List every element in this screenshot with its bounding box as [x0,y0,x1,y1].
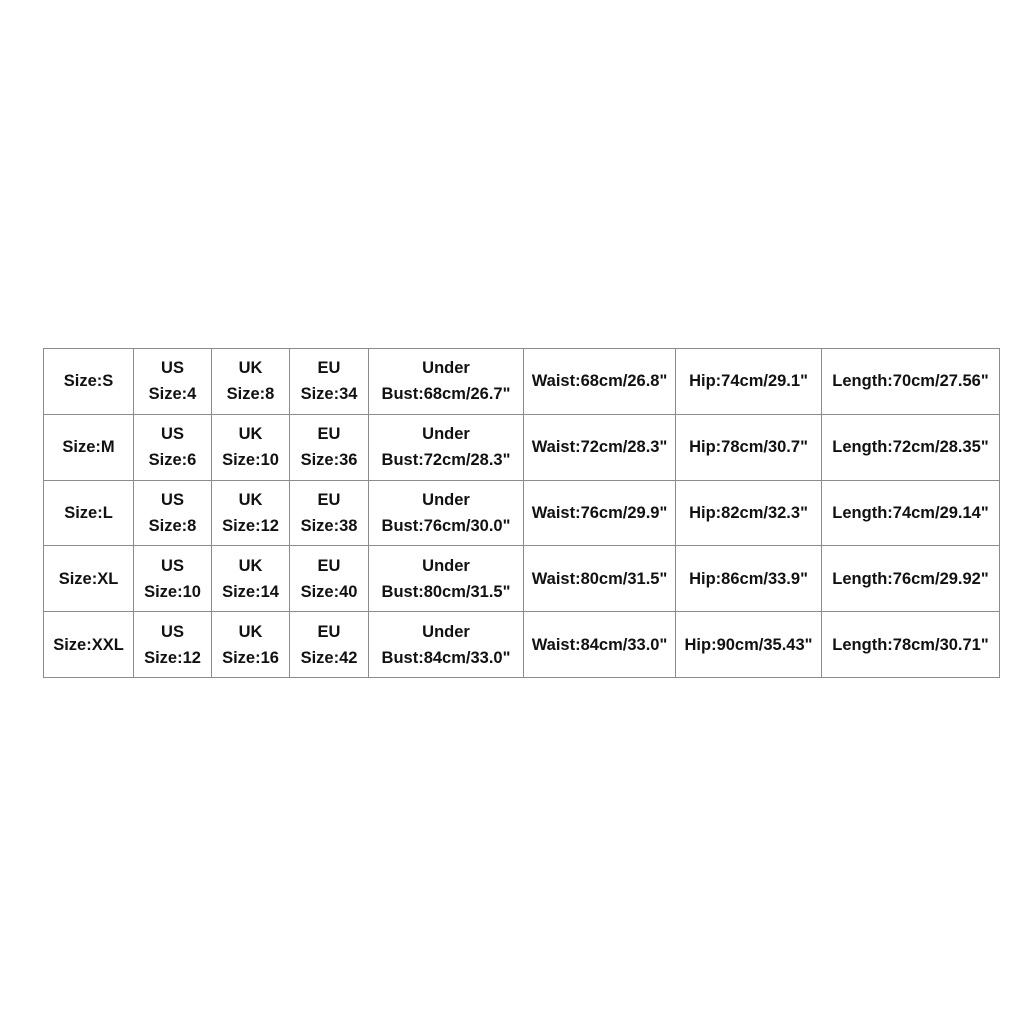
us-label: US [161,556,184,575]
us-label: US [161,425,184,444]
bust-value: Bust:80cm/31.5" [381,582,511,601]
bust-label: Under [422,425,470,444]
size-value: Size:XXL [53,635,124,654]
size-value: Size:L [64,503,113,522]
uk-cell [212,612,290,678]
size-value: Size:XL [58,569,119,588]
bust-value: Bust:68cm/26.7" [381,385,511,404]
uk-label: UK [238,425,263,444]
us-cell [134,480,212,546]
hip-value: Hip:90cm/35.43" [684,635,813,654]
hip-cell [676,349,822,415]
waist-value: Waist:84cm/33.0" [531,635,668,654]
hip-value: Hip:78cm/30.7" [689,438,808,457]
us-cell [134,612,212,678]
size-cell [44,349,134,415]
us-label: US [161,622,184,641]
uk-cell [212,349,290,415]
bust-cell [369,414,524,480]
waist-value: Waist:72cm/28.3" [531,438,668,457]
bust-cell [369,480,524,546]
us-value: Size:4 [148,385,197,404]
uk-cell [212,480,290,546]
eu-label: EU [317,622,341,641]
eu-value: Size:38 [300,516,358,535]
hip-cell [676,480,822,546]
us-value: Size:6 [148,451,197,470]
us-label: US [161,359,184,378]
eu-label: EU [317,425,341,444]
us-cell [134,349,212,415]
length-cell [822,349,1000,415]
uk-cell [212,546,290,612]
waist-value: Waist:80cm/31.5" [531,569,668,588]
size-cell [44,414,134,480]
bust-cell [369,612,524,678]
eu-label: EU [317,359,341,378]
size-cell [44,612,134,678]
uk-value: Size:12 [222,516,279,535]
eu-cell [290,546,369,612]
uk-label: UK [238,490,263,509]
bust-label: Under [422,490,470,509]
eu-cell [290,414,369,480]
eu-value: Size:40 [300,582,358,601]
waist-cell [524,546,676,612]
table-row [44,546,1000,612]
bust-value: Bust:72cm/28.3" [381,451,511,470]
eu-value: Size:42 [300,648,358,667]
eu-value: Size:36 [300,451,358,470]
length-cell [822,612,1000,678]
table-row [44,414,1000,480]
waist-cell [524,612,676,678]
length-cell [822,414,1000,480]
size-value: Size:S [63,372,114,391]
table-row [44,612,1000,678]
length-value: Length:78cm/30.71" [832,635,989,654]
us-value: Size:12 [144,648,201,667]
waist-value: Waist:76cm/29.9" [531,503,668,522]
bust-value: Bust:84cm/33.0" [381,648,511,667]
us-value: Size:10 [144,582,201,601]
waist-cell [524,414,676,480]
uk-value: Size:10 [222,451,279,470]
uk-label: UK [238,622,263,641]
bust-label: Under [422,622,470,641]
bust-value: Bust:76cm/30.0" [381,516,511,535]
waist-cell [524,349,676,415]
size-cell [44,480,134,546]
length-value: Length:72cm/28.35" [832,438,989,457]
size-cell [44,546,134,612]
eu-value: Size:34 [300,385,358,404]
uk-label: UK [238,556,263,575]
eu-cell [290,349,369,415]
length-cell [822,546,1000,612]
uk-cell [212,414,290,480]
hip-cell [676,612,822,678]
bust-label: Under [422,556,470,575]
size-chart-body [44,349,1000,678]
us-cell [134,414,212,480]
size-chart-table [43,348,1000,678]
us-value: Size:8 [148,516,197,535]
eu-cell [290,612,369,678]
length-value: Length:74cm/29.14" [832,503,989,522]
hip-cell [676,414,822,480]
hip-value: Hip:74cm/29.1" [689,372,808,391]
size-value: Size:M [62,438,115,457]
us-cell [134,546,212,612]
length-value: Length:76cm/29.92" [832,569,989,588]
waist-cell [524,480,676,546]
uk-value: Size:14 [222,582,279,601]
table-row [44,349,1000,415]
length-value: Length:70cm/27.56" [832,372,989,391]
bust-label: Under [422,359,470,378]
bust-cell [369,546,524,612]
hip-value: Hip:86cm/33.9" [689,569,808,588]
uk-value: Size:16 [222,648,279,667]
table-row [44,480,1000,546]
eu-cell [290,480,369,546]
bust-cell [369,349,524,415]
uk-value: Size:8 [226,385,275,404]
us-label: US [161,490,184,509]
eu-label: EU [317,490,341,509]
waist-value: Waist:68cm/26.8" [531,372,668,391]
uk-label: UK [238,359,263,378]
eu-label: EU [317,556,341,575]
length-cell [822,480,1000,546]
hip-cell [676,546,822,612]
hip-value: Hip:82cm/32.3" [689,503,808,522]
